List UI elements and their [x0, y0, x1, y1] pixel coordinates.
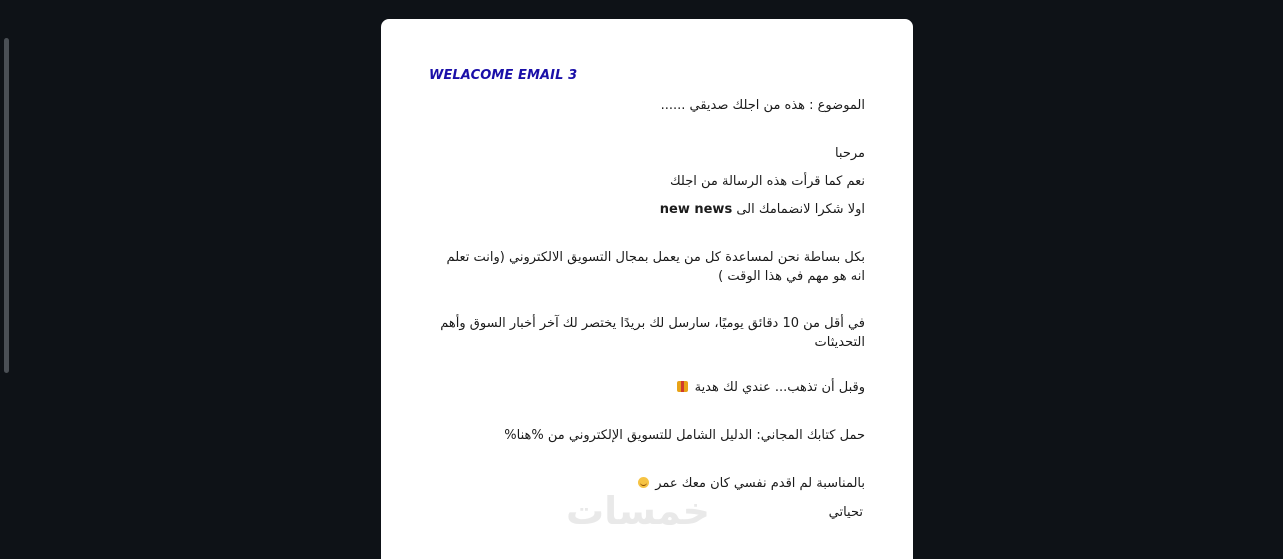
gift-text: وقبل أن تذهب... عندي لك هدية [694, 380, 865, 395]
email-closing: تحياتي [828, 505, 863, 520]
thanks-text: اولا شكرا لانضمامك الى [736, 202, 865, 217]
gift-icon [677, 381, 688, 392]
email-thanks [660, 200, 865, 219]
intro-self-text: بالمناسبة لم اقدم نفسي كان معك عمر [655, 476, 865, 491]
email-greeting: مرحبا [834, 146, 865, 161]
email-title: WELACOME EMAIL 3 [429, 68, 578, 83]
email-line-yes: نعم كما قرأت هذه الرسالة من اجلك [669, 174, 865, 189]
email-card [381, 19, 913, 559]
email-intro: بكل بساطة نحن لمساعدة كل من يعمل بمجال التسويق الالكتروني (وانت تعلم انه هو مهم في هذا الوقت ) [446, 250, 865, 284]
email-subject: الموضوع : هذه من اجلك صديقي ...... [660, 98, 865, 113]
watermark-logo: خمسات [566, 489, 710, 533]
page-scrollbar[interactable] [4, 38, 9, 373]
smiling-face-icon [638, 477, 649, 488]
email-daily: في أقل من 10 دقائق يوميًا، سارسل لك بريدًا يختصر لك آخر أخبار السوق وأهم التحديثات [440, 316, 865, 350]
email-ebook: حمل كتابك المجاني: الدليل الشامل للتسويق الإلكتروني من %هنا% [504, 428, 865, 443]
email-gift-line [675, 378, 865, 397]
brand-name: new news [659, 202, 733, 217]
